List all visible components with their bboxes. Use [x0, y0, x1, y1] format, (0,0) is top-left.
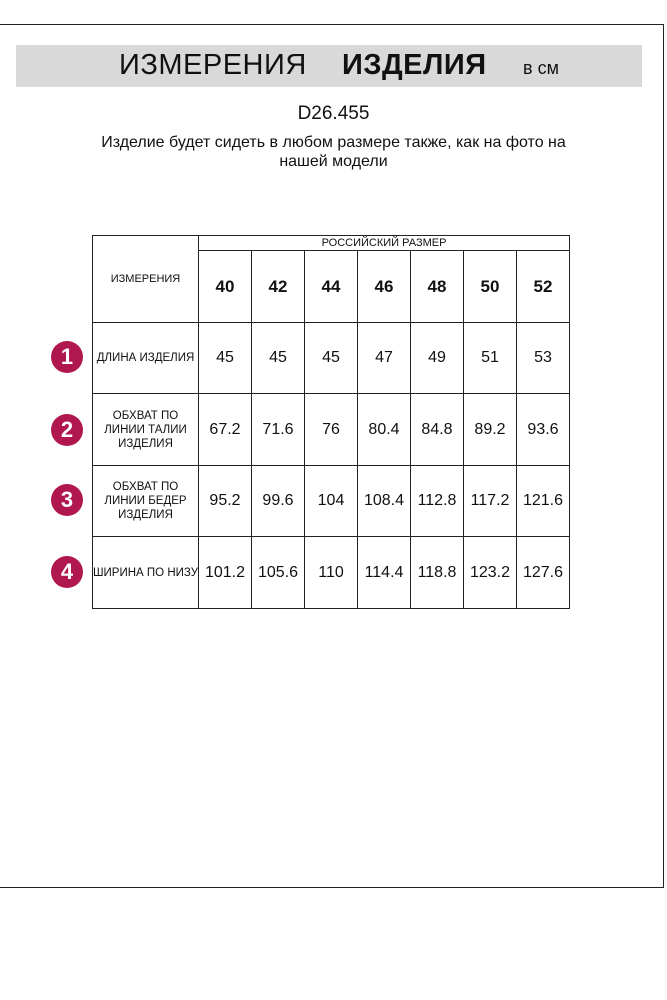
title-banner: [16, 45, 642, 87]
size-header: 40: [199, 251, 252, 323]
size-header: 42: [252, 251, 305, 323]
table-cell: 45: [199, 323, 252, 394]
table-cell: 45: [252, 323, 305, 394]
size-header: 48: [411, 251, 464, 323]
table-cell: 93.6: [517, 394, 570, 466]
table-cell: 105.6: [252, 537, 305, 609]
size-header: 52: [517, 251, 570, 323]
table-cell: 71.6: [252, 394, 305, 466]
title-part-2: ИЗДЕЛИЯ: [342, 49, 487, 81]
table-cell: 104: [305, 466, 358, 537]
measurements-header: ИЗМЕРЕНИЯ: [93, 236, 199, 323]
size-header: 50: [464, 251, 517, 323]
table-cell: 118.8: [411, 537, 464, 609]
row-number-badge: 3: [51, 484, 83, 516]
table-cell: 47: [358, 323, 411, 394]
size-header: 46: [358, 251, 411, 323]
size-header: 44: [305, 251, 358, 323]
table-cell: 123.2: [464, 537, 517, 609]
row-number-badge: 1: [51, 341, 83, 373]
table-cell: 114.4: [358, 537, 411, 609]
table-cell: 45: [305, 323, 358, 394]
table-cell: 117.2: [464, 466, 517, 537]
title-part-1: ИЗМЕРЕНИЯ: [119, 49, 307, 81]
table-cell: 101.2: [199, 537, 252, 609]
table-cell: 89.2: [464, 394, 517, 466]
product-code: D26.455: [297, 103, 370, 124]
table-cell: 108.4: [358, 466, 411, 537]
row-label: ДЛИНА ИЗДЕЛИЯ: [93, 323, 199, 394]
table-cell: 84.8: [411, 394, 464, 466]
row-label: ШИРИНА ПО НИЗУ: [93, 537, 199, 609]
fit-note: Изделие будет сидеть в любом размере также, как на фото на нашей модели: [101, 134, 566, 170]
table-cell: 49: [411, 323, 464, 394]
table-cell: 80.4: [358, 394, 411, 466]
table-row: [93, 466, 570, 537]
table-row: [93, 537, 570, 609]
table-row: [93, 394, 570, 466]
table-cell: 67.2: [199, 394, 252, 466]
units-label: в см: [523, 58, 559, 78]
table-cell: 53: [517, 323, 570, 394]
table-cell: 121.6: [517, 466, 570, 537]
table-cell: 51: [464, 323, 517, 394]
size-table: [92, 235, 570, 609]
table-cell: 110: [305, 537, 358, 609]
table-cell: 76: [305, 394, 358, 466]
table-cell: 127.6: [517, 537, 570, 609]
russian-size-header: РОССИЙСКИЙ РАЗМЕР: [199, 236, 570, 251]
table-cell: 112.8: [411, 466, 464, 537]
row-label: ОБХВАТ ПО ЛИНИИ ТАЛИИ ИЗДЕЛИЯ: [93, 394, 199, 466]
row-number-badge: 4: [51, 556, 83, 588]
table-row: [93, 323, 570, 394]
table-cell: 99.6: [252, 466, 305, 537]
table-cell: 95.2: [199, 466, 252, 537]
row-label: ОБХВАТ ПО ЛИНИИ БЕДЕР ИЗДЕЛИЯ: [93, 466, 199, 537]
row-number-badge: 2: [51, 414, 83, 446]
